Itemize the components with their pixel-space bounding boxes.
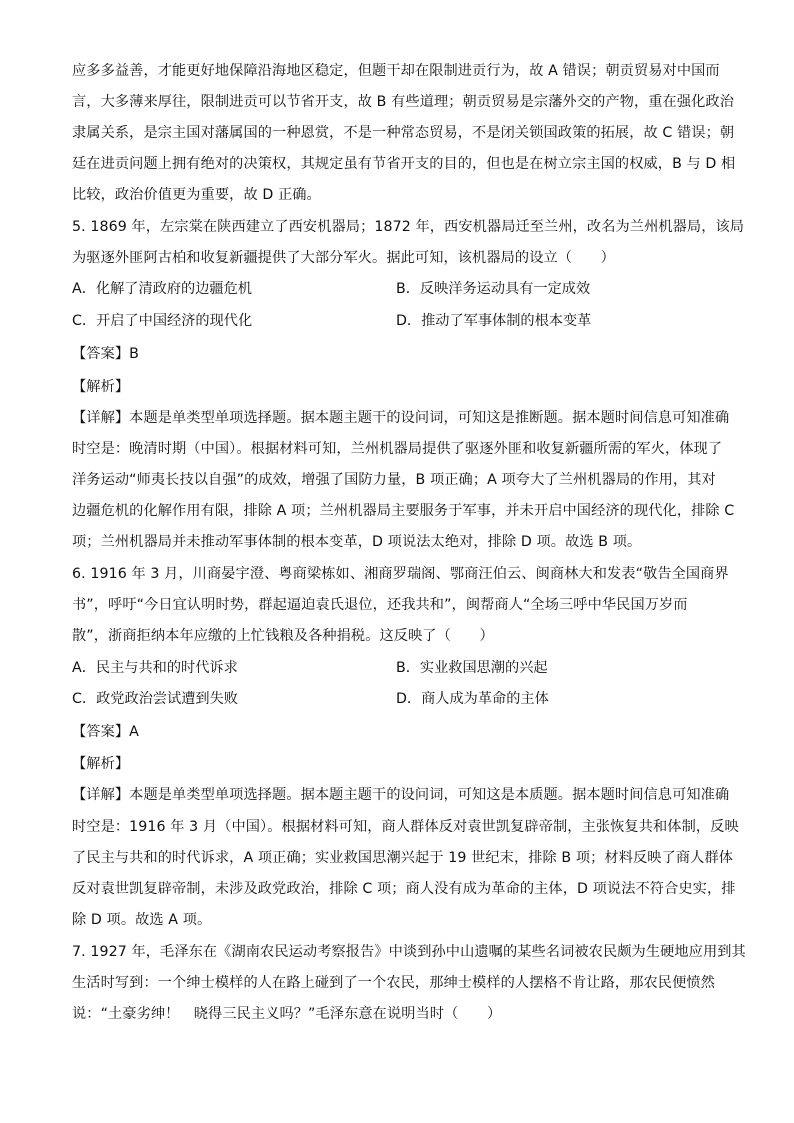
q6-detail-line: 了民主与共和的时代诉求，A 项正确；实业救国思潮兴起于 19 世纪末，排除 B 项；材料反映了商人群体 bbox=[72, 850, 734, 866]
q7-stem-line: 说：“土豪劣绅！ 晓得三民主义吗？”毛泽东意在说明当时（ ） bbox=[72, 1006, 502, 1022]
prev-analysis-line: 言，大多薄来厚往，限制进贡可以节省开支，故 B 有些道理；朝贡贸易是宗藩外交的产物，重在强化政治 bbox=[72, 94, 734, 110]
q6-detail-line: 反对袁世凯复辟帝制，未涉及政党政治，排除 C 项；商人没有成为革命的主体，D 项说法不符合史实，排 bbox=[72, 881, 736, 897]
q5-option-c: C．开启了中国经济的现代化 bbox=[72, 313, 253, 329]
q5-detail-line: 【详解】本题是单类型单项选择题。据本题主题干的设问词，可知这是推断题。据本题时间信息可知准确 bbox=[72, 410, 730, 426]
q5-detail-line: 边疆危机的化解作用有限，排除 A 项；兰州机器局主要服务于军事，并未开启中国经济的现代化，排除 C bbox=[72, 503, 735, 519]
q5-detail-line: 洋务运动“师夷长技以自强”的成效，增强了国防力量，B 项正确；A 项夸大了兰州机器局的作用，其对 bbox=[72, 472, 716, 488]
q6-analysis-label: 【解析】 bbox=[72, 756, 130, 772]
q6-detail-line: 【详解】本题是单类型单项选择题。据本题主题干的设问词，可知这是本质题。据本题时间信息可知准确 bbox=[72, 787, 730, 803]
q6-option-b: B．实业救国思潮的兴起 bbox=[396, 660, 548, 676]
q6-detail-line: 除 D 项。故选 A 项。 bbox=[72, 912, 212, 928]
q5-analysis-label: 【解析】 bbox=[72, 379, 130, 395]
q6-answer: 【答案】A bbox=[72, 724, 139, 740]
q6-option-c: C．政党政治尝试遭到失败 bbox=[72, 691, 238, 707]
q5-option-a: A．化解了清政府的边疆危机 bbox=[72, 281, 252, 297]
q6-stem-line: 6. 1916 年 3 月，川商晏宇澄、粤商梁栋如、湘商罗瑞阁、鄂商汪伯云、闽商林大和发表“敬告全国商界 bbox=[72, 566, 729, 582]
q5-stem-line: 5. 1869 年，左宗棠在陕西建立了西安机器局；1872 年，西安机器局迁至兰州，改名为兰州机器局，该局 bbox=[72, 219, 745, 235]
q5-answer: 【答案】B bbox=[72, 346, 139, 362]
q7-stem-line: 生活时写到：一个绅士模样的人在路上碰到了一个农民，那绅士模样的人摆格不肯让路，那农民便愤然 bbox=[72, 975, 715, 991]
q5-detail-line: 时空是：晚清时期（中国）。根据材料可知，兰州机器局提供了驱逐外匪和收复新疆所需的军火，体现了 bbox=[72, 441, 723, 457]
q5-option-b: B．反映洋务运动具有一定成效 bbox=[396, 281, 591, 297]
q6-stem-line: 书”，呼吁“今日宜认明时势，群起逼迫袁氏退位，还我共和”，闽帮商人“全场三呼中华民国万岁而 bbox=[72, 597, 688, 613]
q6-detail-line: 时空是：1916 年 3 月（中国）。根据材料可知，商人群体反对袁世凯复辟帝制，主张恢复共和体制，反映 bbox=[72, 819, 739, 835]
q7-stem-line: 7. 1927 年，毛泽东在《湖南农民运动考察报告》中谈到孙中山遗嘱的某些名词被农民颇为生硬地应用到其 bbox=[72, 944, 746, 960]
prev-analysis-line: 比较，政治价值更为重要，故 D 正确。 bbox=[72, 187, 321, 203]
prev-analysis-line: 廷在进贡问题上拥有绝对的决策权，其规定虽有节省开支的目的，但也是在树立宗主国的权威，B 与 D 相 bbox=[72, 156, 736, 172]
prev-analysis-line: 隶属关系，是宗主国对藩属国的一种恩赏，不是一种常态贸易，不是闭关锁国政策的拓展，故 C 错误；朝 bbox=[72, 125, 735, 141]
q6-option-d: D．商人成为革命的主体 bbox=[396, 691, 549, 707]
prev-analysis-line: 应多多益善，才能更好地保障沿海地区稳定，但题干却在限制进贡行为，故 A 错误；朝贡贸易对中国而 bbox=[72, 63, 720, 79]
q6-stem-line: 散”，浙商拒纳本年应缴的上忙钱粮及各种捐税。这反映了（ ） bbox=[72, 628, 494, 644]
q5-stem-line: 为驱逐外匪阿古柏和收复新疆提供了大部分军火。据此可知，该机器局的设立（ ） bbox=[72, 250, 615, 266]
q6-option-a: A．民主与共和的时代诉求 bbox=[72, 660, 238, 676]
q5-detail-line: 项；兰州机器局并未推动军事体制的根本变革，D 项说法太绝对，排除 D 项。故选 B 项。 bbox=[72, 534, 642, 550]
q5-option-d: D．推动了军事体制的根本变革 bbox=[396, 313, 592, 329]
